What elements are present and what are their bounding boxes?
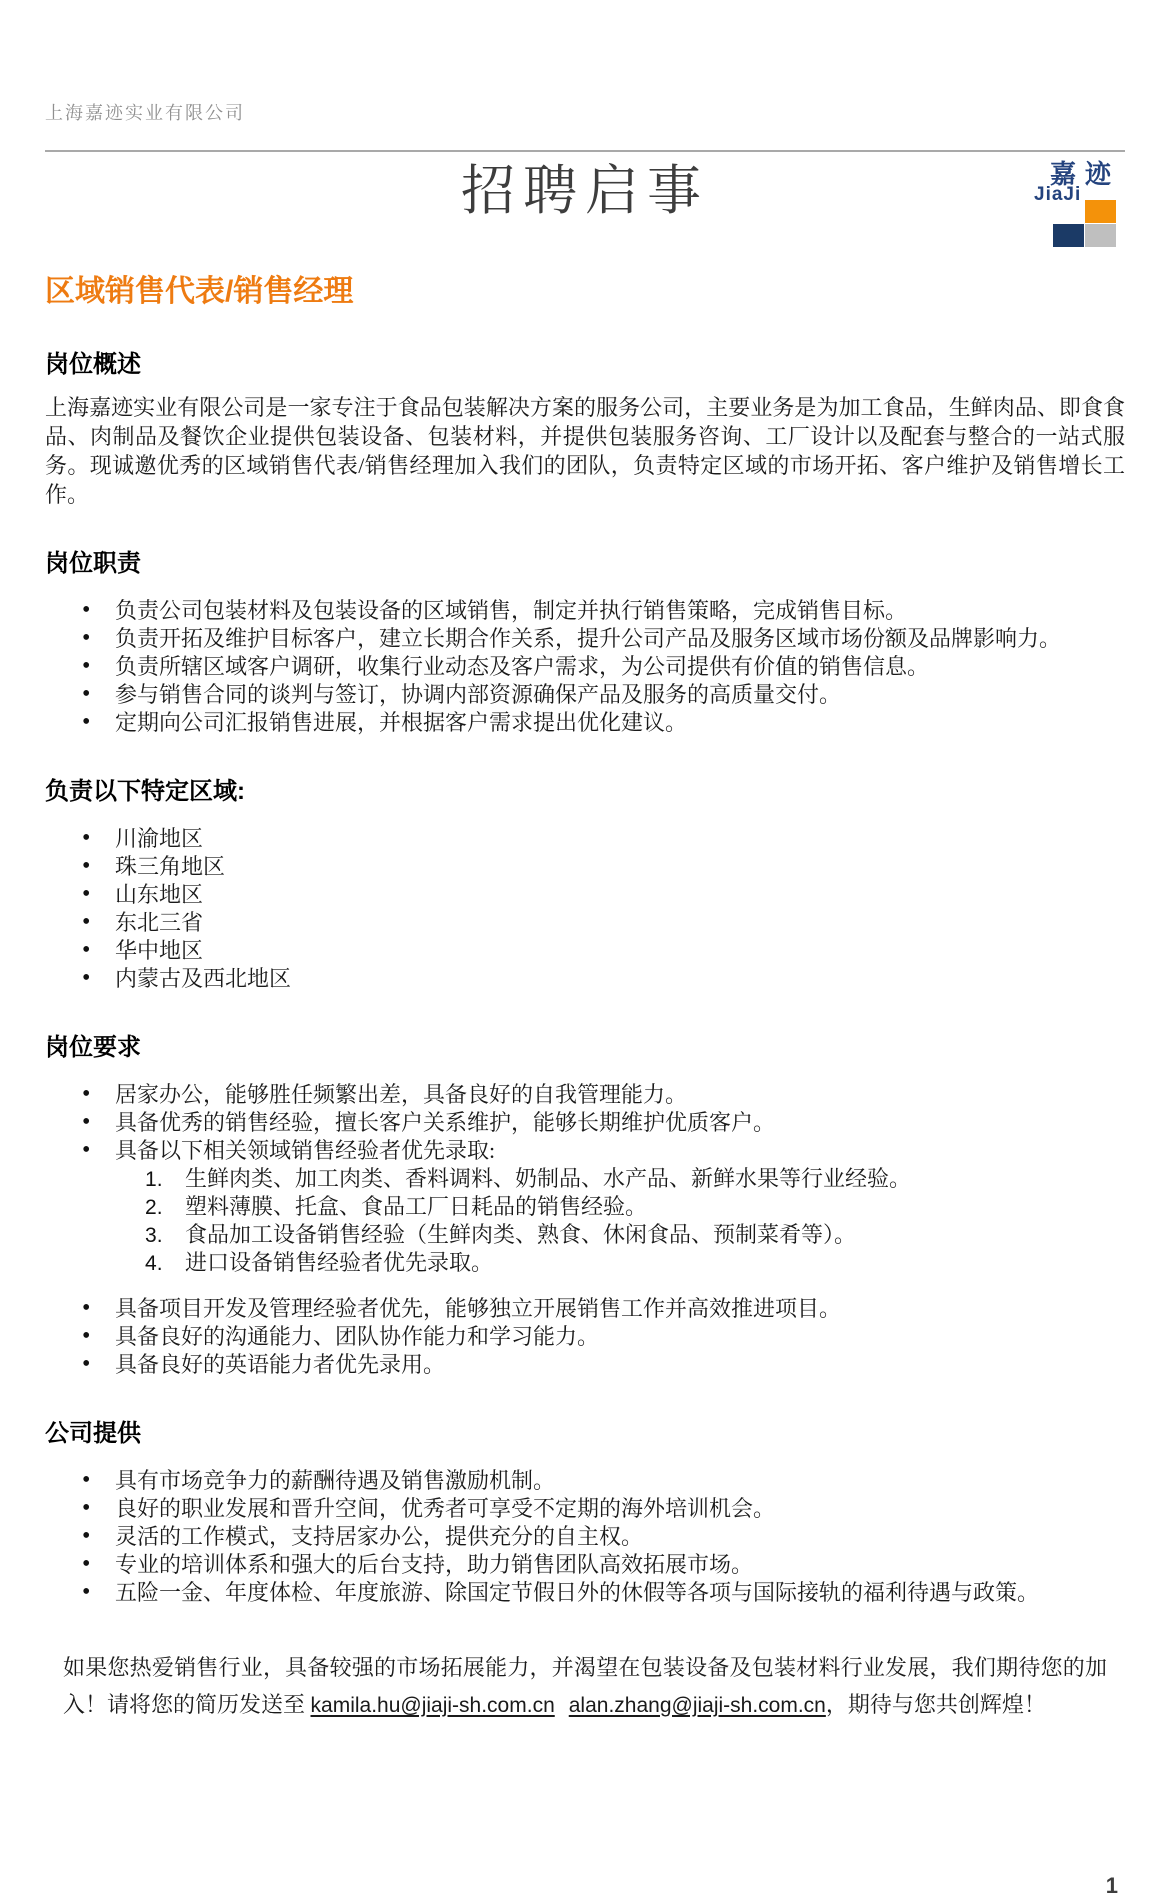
requirement-item: • 具备良好的沟通能力、团队协作能力和学习能力。	[80, 1323, 1125, 1351]
benefit-item: • 具有市场竞争力的薪酬待遇及销售激励机制。	[80, 1467, 1125, 1495]
closing-text-before: 如果您热爱销售行业，具备较强的市场拓展能力，并渴望在包装设备及包装材料行业发展，我们期待您的加入！请将您的简历发送至	[63, 1655, 1107, 1717]
regions-list	[45, 825, 1125, 993]
region-item: • 东北三省	[80, 909, 1125, 937]
requirement-item: • 具备良好的英语能力者优先录用。	[80, 1351, 1125, 1379]
section-requirements	[45, 1033, 1125, 1379]
regions-heading: 负责以下特定区域:	[45, 778, 245, 805]
email-link-alan[interactable]: alan.zhang@jiaji-sh.com.cn	[568, 1694, 826, 1717]
benefit-item: • 良好的职业发展和晋升空间，优秀者可享受不定期的海外培训机会。	[80, 1495, 1125, 1523]
region-item: • 山东地区	[80, 881, 1125, 909]
priority-experience-item: 生鲜肉类、加工肉类、香料调料、奶制品、水产品、新鲜水果等行业经验。	[185, 1166, 912, 1191]
section-duties	[45, 549, 1125, 737]
benefit-item: • 灵活的工作模式，支持居家办公，提供充分的自主权。	[80, 1523, 1125, 1551]
duty-item: • 负责所辖区域客户调研，收集行业动态及客户需求，为公司提供有价值的销售信息。	[80, 653, 1125, 681]
requirement-item: • 居家办公，能够胜任频繁出差，具备良好的自我管理能力。	[80, 1081, 1125, 1109]
benefit-item: • 五险一金、年度体检、年度旅游、除国定节假日外的休假等各项与国际接轨的福利待遇与政策。	[80, 1579, 1125, 1607]
section-regions	[45, 777, 1125, 993]
requirement-item: • 具备优秀的销售经验，擅长客户关系维护，能够长期维护优质客户。	[80, 1109, 1125, 1137]
benefit-item: • 专业的培训体系和强大的后台支持，助力销售团队高效拓展市场。	[80, 1551, 1125, 1579]
duties-heading: 岗位职责	[45, 550, 141, 577]
overview-heading: 岗位概述	[45, 351, 141, 378]
closing-paragraph	[45, 1649, 1125, 1724]
requirements-list-top	[45, 1081, 1125, 1165]
requirement-item: • 具备以下相关领域销售经验者优先录取:	[80, 1137, 1125, 1165]
region-item: • 川渝地区	[80, 825, 1125, 853]
priority-experience-item: 塑料薄膜、托盒、食品工厂日耗品的销售经验。	[185, 1194, 648, 1219]
priority-experience-list	[45, 1165, 1125, 1277]
offer-list	[45, 1467, 1125, 1607]
job-title: 区域销售代表/销售经理	[45, 275, 354, 308]
logo-gray-square-icon	[1085, 224, 1116, 247]
logo-orange-square-icon	[1085, 200, 1116, 223]
section-offer	[45, 1419, 1125, 1607]
duty-item: • 定期向公司汇报销售进展，并根据客户需求提出优化建议。	[80, 709, 1125, 737]
requirements-list-bottom	[45, 1295, 1125, 1379]
page-number: 1	[1105, 1873, 1118, 1898]
priority-experience-item: 进口设备销售经验者优先录取。	[185, 1250, 494, 1275]
logo-latin-text: JiaJi	[1034, 184, 1082, 205]
company-logo	[1028, 158, 1124, 250]
document-page	[0, 102, 1170, 1724]
header-divider	[45, 150, 1125, 152]
overview-paragraph: 上海嘉迹实业有限公司是一家专注于食品包装解决方案的服务公司，主要业务是为加工食品，生鲜肉品、即食食品、肉制品及餐饮企业提供包装设备、包装材料，并提供包装服务咨询、工厂设计以及配套与整合的一站式服务。现诚邀优秀的区域销售代表/销售经理加入我们的团队，负责特定区域的市场开拓、客户维护及销售增长工作。	[45, 395, 1125, 507]
requirement-item: • 具备项目开发及管理经验者优先，能够独立开展销售工作并高效推进项目。	[80, 1295, 1125, 1323]
region-item: • 内蒙古及西北地区	[80, 965, 1125, 993]
logo-navy-square-icon	[1053, 224, 1084, 247]
logo-chinese-text: 嘉迹	[1050, 160, 1121, 190]
duty-item: • 负责公司包装材料及包装设备的区域销售，制定并执行销售策略，完成销售目标。	[80, 597, 1125, 625]
priority-experience-item: 食品加工设备销售经验（生鲜肉类、熟食、休闲食品、预制菜肴等）。	[185, 1222, 857, 1247]
closing-text-after: ，期待与您共创辉煌！	[825, 1692, 1046, 1717]
document-title: 招聘启事	[461, 161, 709, 221]
duties-list	[45, 597, 1125, 737]
company-name: 上海嘉迹实业有限公司	[45, 103, 245, 123]
region-item: • 珠三角地区	[80, 853, 1125, 881]
duty-item: • 参与销售合同的谈判与签订，协调内部资源确保产品及服务的高质量交付。	[80, 681, 1125, 709]
region-item: • 华中地区	[80, 937, 1125, 965]
requirements-heading: 岗位要求	[45, 1034, 141, 1061]
offer-heading: 公司提供	[45, 1420, 141, 1447]
section-overview	[45, 350, 1125, 509]
email-link-kamila[interactable]: kamila.hu@jiaji-sh.com.cn	[310, 1694, 555, 1717]
duty-item: • 负责开拓及维护目标客户，建立长期合作关系，提升公司产品及服务区域市场份额及品牌影响力。	[80, 625, 1125, 653]
